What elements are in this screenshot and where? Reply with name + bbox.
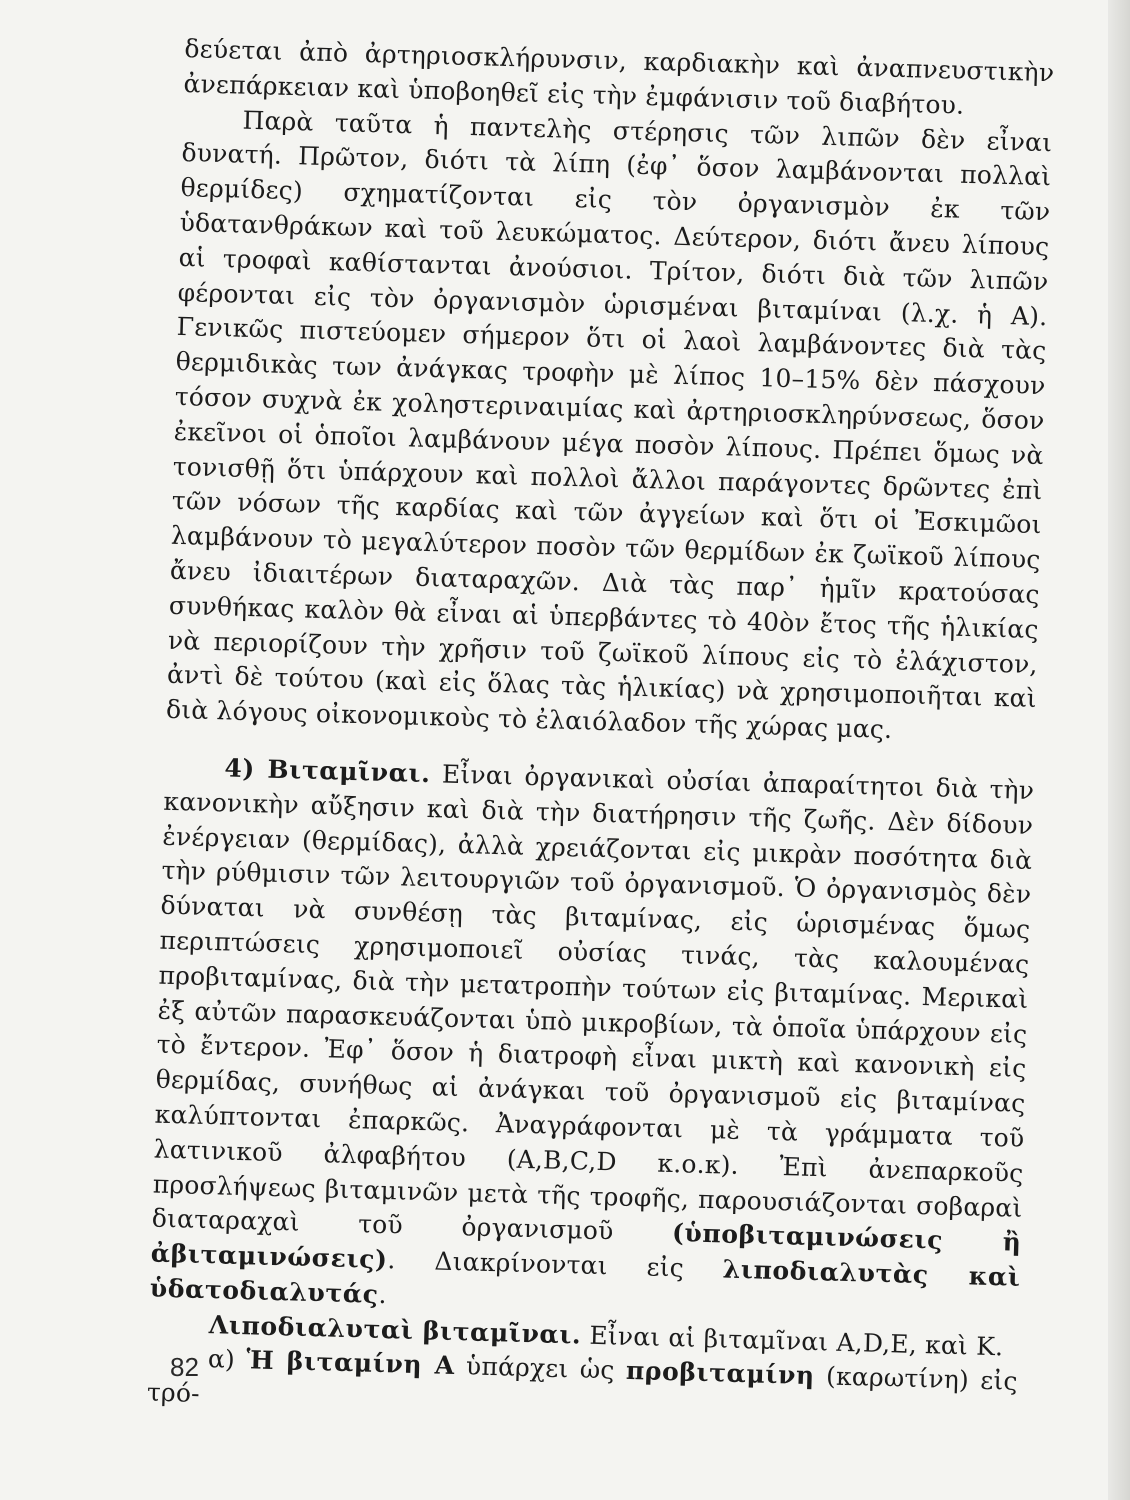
paragraph-lipids: Παρὰ ταῦτα ἡ παντελὴς στέρησις τῶν λιπῶν δὲν εἶναι δυνατή. Πρῶτον, διότι τὰ λίπη (ἐφ᾽ ὅσον λαμβάνονται πολλαὶ θερμίδες) σχηματίζονται εἰς τὸν ὀργανισμὸν ἐκ τῶν ὑδατανθράκων καὶ τοῦ λευκώματος. Δεύτερον, διότι ἄνευ λίπους αἱ τροφαὶ καθίστανται ἀνούσιοι. Τρίτον, διότι διὰ τῶν λιπῶν φέρονται εἰς τὸν ὀργανισμὸν ὡρισμέναι βιταμίναι (λ.χ. ἡ Α). Γενικῶς πιστεύομεν σήμερον ὅτι οἱ λαοὶ λαμβάνοντες διὰ τὰς θερμιδικὰς των ἀνάγκας τροφὴν μὲ λίπος 10–15% δὲν πάσχουν τόσον συχνὰ ἐκ χοληστεριναιμίας καὶ ἀρτηριοσκληρύνσεως, ὅσον ἐκεῖνοι οἱ ὁποῖοι λαμβάνουν μέγα ποσὸν λίπους. Πρέπει ὅμως νὰ τονισθῇ ὅτι ὑπάρχουν καὶ πολλοὶ ἄλλοι παράγοντες δρῶντες ἐπὶ τῶν νόσων τῆς καρδίας καὶ τῶν ἀγγείων καὶ ὅτι οἱ Ἐσκιμῶοι λαμβάνουν τὸ μεγαλύτερον ποσὸν τῶν θερμίδων ἐκ ζωϊκοῦ λίπους ἄνευ ἰδιαιτέρων διαταραχῶν. Διὰ τὰς παρ᾽ ἡμῖν κρατούσας συνθήκας καλὸν θὰ εἶναι αἱ ὑπερβάντες τὸ 40ὸν ἔτος τῆς ἡλικίας νὰ περιορίζουν τὴν χρῆσιν τοῦ ζωϊκοῦ λίπους εἰς τὸ ἐλάχιστον, ἀντὶ δὲ τούτου (καὶ εἰς ὅλας τὰς ἡλικίας) νὰ χρησιμοποιῆται καὶ διὰ λόγους οἰκονομικοὺς τὸ ἐλαιόλαδον τῆς χώρας μας. bbox=[165, 105, 1053, 745]
vitamins-text-2: . Διακρίνονται εἰς bbox=[387, 1245, 724, 1284]
paragraph-vitamins bbox=[149, 750, 1034, 1331]
section-heading-fat-soluble: Λιποδιαλυταὶ βιταμῖναι. bbox=[208, 1309, 582, 1350]
section-heading-vitamins: 4) Βιταμῖναι. bbox=[224, 753, 431, 789]
fat-soluble-text: Εἶναι αἱ βιταμῖναι A,D,E, καὶ K. bbox=[580, 1320, 1004, 1362]
hypovitaminosis-term: (ὑποβιταμινώσεις ἢ ἀβιταμινώσεις) bbox=[150, 1218, 1022, 1275]
page-edge-shadow bbox=[1108, 0, 1130, 1500]
item-marker: α) bbox=[207, 1344, 247, 1375]
vitamin-a-text-2: (καρωτίνη) εἰς τρό- bbox=[146, 1361, 1019, 1409]
vitamins-text-end: . bbox=[378, 1279, 388, 1310]
vitamin-a-term: Ἡ βιταμίνη Α bbox=[245, 1345, 456, 1381]
page-number: 82 bbox=[170, 1352, 199, 1382]
provitamin-term: προβιταμίνη bbox=[625, 1356, 816, 1391]
vitamins-text: Εἶναι ὀργανικαὶ οὐσίαι ἀπαραίτητοι διὰ τὴν κανονικὴν αὔξησιν καὶ διὰ τὴν διατήρησιν τῆς ζωῆς. Δὲν δίδουν ἐνέργειαν (θερμίδας), ἀλλὰ χρειάζονται εἰς μικρὰν ποσότητα διὰ τὴν ρύθμισιν τῶν λειτουργιῶν τοῦ ὀργανισμοῦ. Ὁ ὀργανισμὸς δὲν δύναται νὰ συνθέσῃ τὰς βιταμίνας, εἰς ὡρισμένας ὅμως περιπτώσεις χρησιμοποιεῖ οὐσίας τινάς, τὰς καλουμένας προβιταμίνας, διὰ τὴν μετατροπὴν τούτων εἰς βιταμίνας. Μερικαὶ ἐξ αὐτῶν παρασκευάζονται ὑπὸ μικροβίων, τὰ ὁποῖα ὑπάρχουν εἰς τὸ ἔντερον. Ἐφ᾽ ὅσον ἡ διατροφὴ εἶναι μικτὴ καὶ κανονικὴ εἰς θερμίδας, συνήθως αἱ ἀνάγκαι τοῦ ὀργανισμοῦ εἰς βιταμίνας καλύπτονται ἐπαρκῶς. Ἀναγράφονται μὲ τὰ γράμματα τοῦ λατινικοῦ ἀλφαβήτου (A,B,C,D κ.ο.κ). Ἐπὶ ἀνεπαρκοῦς προσλήψεως βιταμινῶν μετὰ τῆς τροφῆς, παρουσιάζονται σοβαραὶ διαταραχαὶ τοῦ ὀργανισμοῦ bbox=[151, 759, 1035, 1248]
paragraph-continuation: δεύεται ἀπὸ ἀρτηριοσκλήρυνσιν, καρδιακὴν καὶ ἀναπνευστικὴν ἀνεπάρκειαν καὶ ὑποβοηθεῖ εἰς τὴν ἐμφάνισιν τοῦ διαβήτου. bbox=[183, 33, 1055, 120]
vitamin-classes-term: λιποδιαλυτὰς καὶ ὑδατοδιαλυτάς bbox=[149, 1254, 1021, 1309]
page-body bbox=[146, 32, 1054, 1435]
vitamin-a-text: ὑπάρχει ὡς bbox=[454, 1351, 627, 1386]
